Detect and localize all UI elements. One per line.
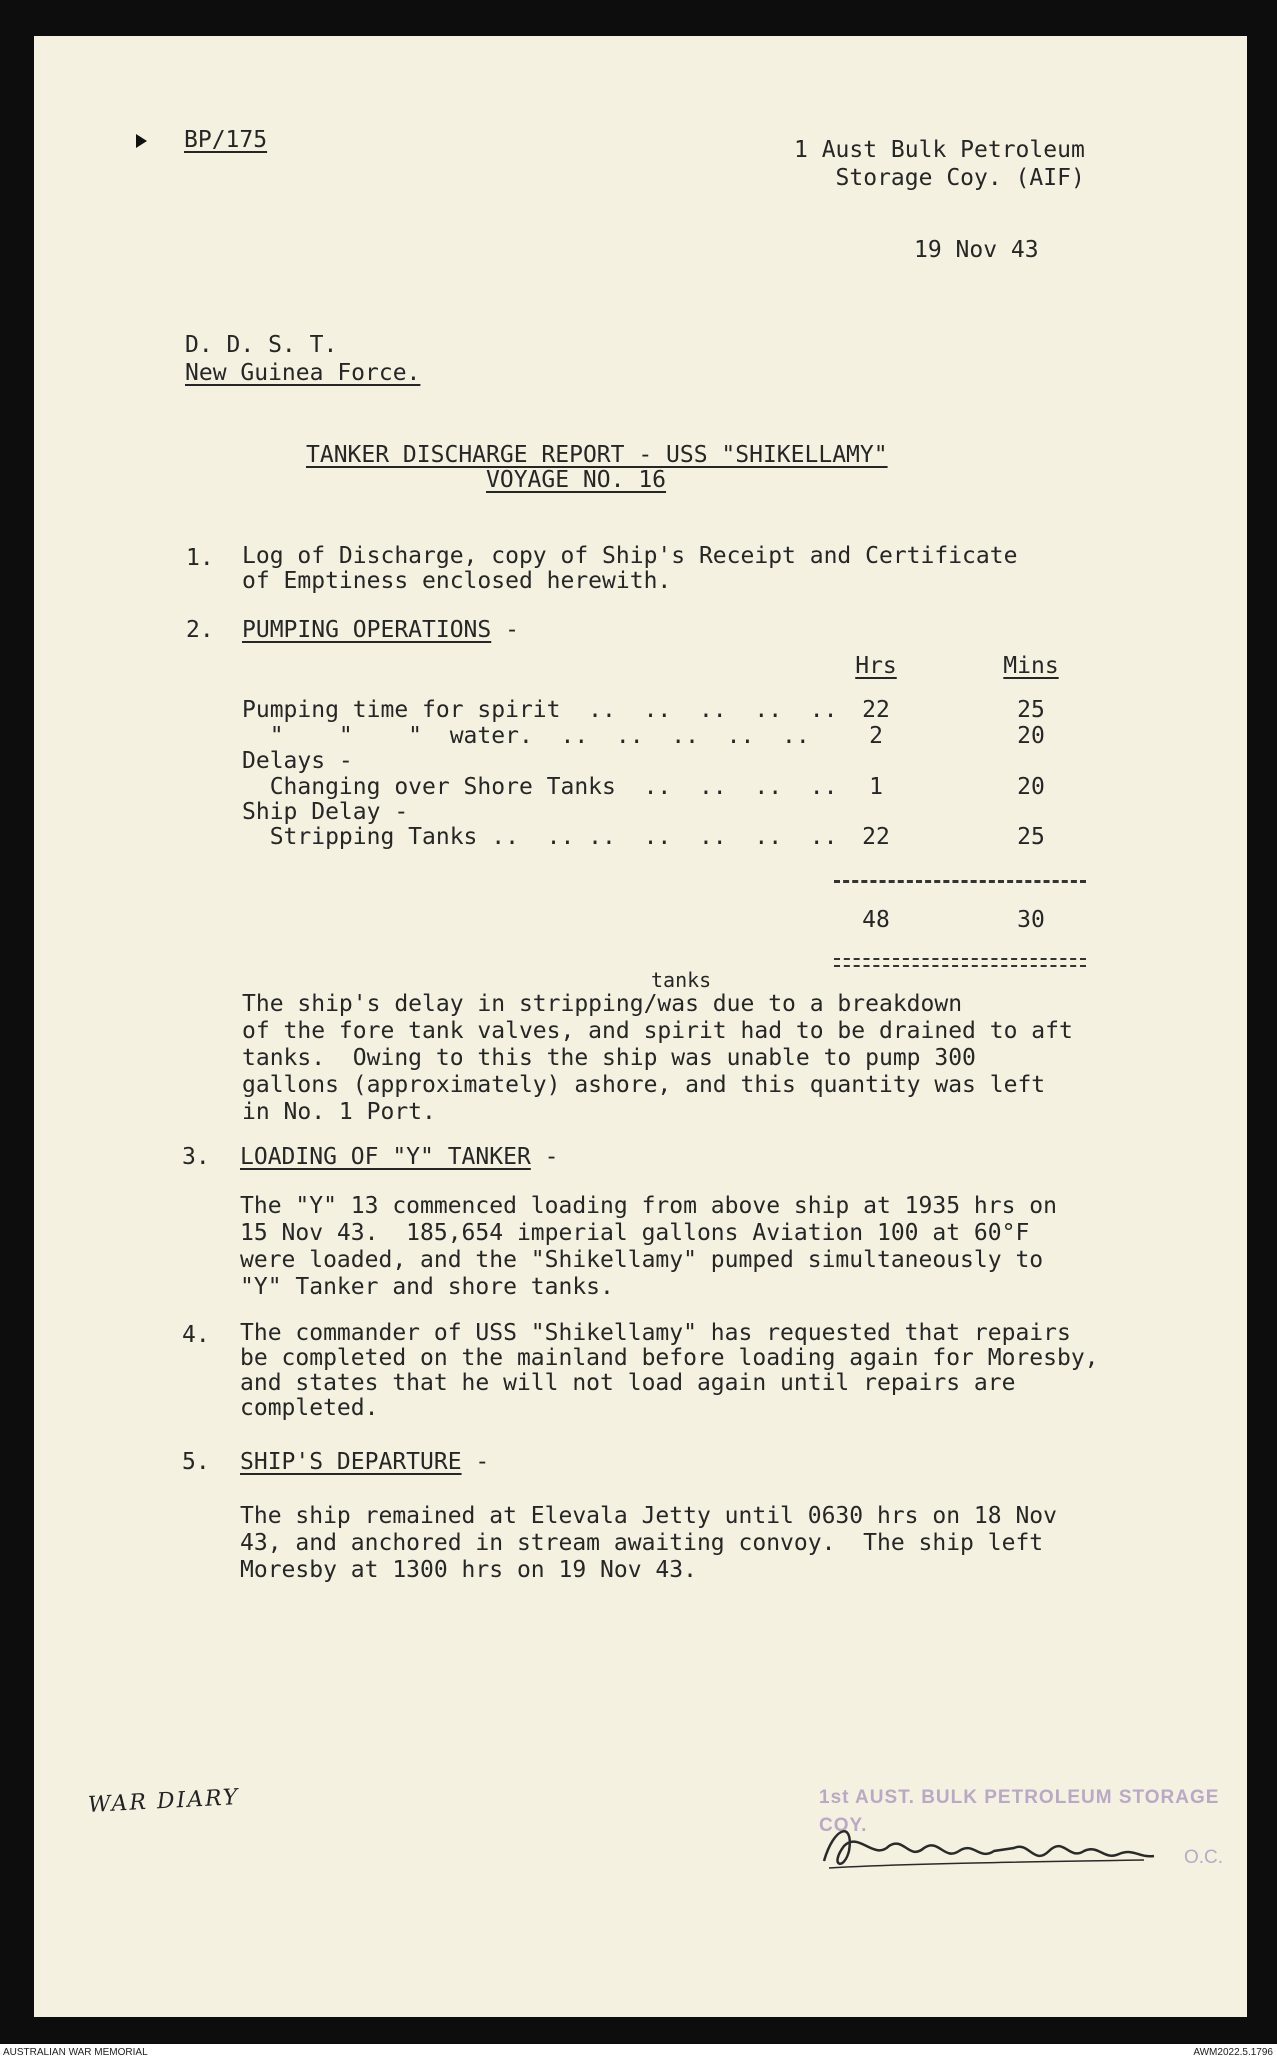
row-hours: 22 (862, 824, 890, 850)
item-5-number: 5. (182, 1449, 210, 1475)
row-minutes: 20 (1017, 774, 1045, 800)
unit-name-line1: 1 Aust Bulk Petroleum (794, 137, 1085, 163)
item-2-heading: PUMPING OPERATIONS (242, 617, 492, 643)
item-2-paragraph: The ship's delay in stripping/was due to a breakdown of the fore tank valves, and spirit had to be drained to aft tanks. Owing to this the ship was unable to pump 300 gallons (approximately) ashore, and this quantity was left in No. 1 Port. (242, 991, 1073, 1125)
unit-name (794, 136, 1085, 192)
item-4-number: 4. (182, 1322, 210, 1348)
item-3-heading: LOADING OF "Y" TANKER (240, 1144, 531, 1170)
signature-image (814, 1806, 1194, 1886)
footer-accession-number: AWM2022.5.1796 (1193, 2047, 1273, 2058)
unit-stamp: 1st AUST. BULK PETROLEUM STORAGE COY. (819, 1787, 1220, 1836)
row-hours: 22 (862, 697, 890, 723)
row-label: Delays - (242, 748, 353, 774)
subtotal-rule (834, 880, 1086, 883)
unit-name-line2: Storage Coy. (AIF) (835, 165, 1085, 191)
item-5-heading-wrap (240, 1448, 489, 1476)
column-minutes-header: Mins (1003, 653, 1059, 679)
reference-number: BP/175 (184, 127, 268, 153)
footer-archive-name: AUSTRALIAN WAR MEMORIAL (3, 2047, 148, 2058)
item-3-number: 3. (182, 1144, 210, 1170)
column-hours-header: Hrs (855, 653, 897, 679)
war-diary-annotation: WAR DIARY (87, 1785, 241, 1818)
row-label: Pumping time for spirit .. .. .. .. .. (242, 697, 838, 723)
item-4-text: The commander of USS "Shikellamy" has requested that repairs be completed on the mainland before loading again for Moresby, and states that he will not load again until repairs are completed. (240, 1320, 1099, 1421)
row-label: " " " water. .. .. .. .. .. (242, 723, 810, 749)
report-subtitle: VOYAGE NO. 16 (486, 467, 667, 493)
row-hours: 1 (869, 774, 883, 800)
item-5-paragraph: The ship remained at Elevala Jetty until 0630 hrs on 18 Nov 43, and anchored in stream awaiting convoy. The ship left Moresby at 1300 hrs on 19 Nov 43. (240, 1503, 1057, 1583)
item-2-heading-wrap (242, 616, 519, 644)
row-label: Changing over Shore Tanks .. .. .. .. (242, 774, 838, 800)
handwritten-insert: tanks (651, 968, 712, 992)
total-double-rule (834, 958, 1086, 967)
row-label: Stripping Tanks .. .. .. .. .. .. .. (242, 824, 838, 850)
item-1-number: 1. (186, 545, 214, 571)
total-minutes: 30 (1017, 907, 1045, 933)
row-minutes: 25 (1017, 697, 1045, 723)
item-5-heading-suffix: - (461, 1449, 490, 1475)
item-1-text: Log of Discharge, copy of Ship's Receipt and Certificate of Emptiness enclosed herewith. (242, 543, 1018, 594)
row-hours: 2 (869, 723, 883, 749)
total-hours: 48 (862, 907, 890, 933)
report-title: TANKER DISCHARGE REPORT - USS "SHIKELLAMY" (306, 442, 888, 468)
officer-commanding-label: O.C. (1184, 1847, 1224, 1868)
addressee (185, 331, 420, 387)
item-2-heading-suffix: - (491, 617, 519, 643)
row-label: Ship Delay - (242, 799, 409, 825)
addressee-line1: D. D. S. T. (185, 332, 338, 358)
row-minutes: 25 (1017, 824, 1045, 850)
document-page (34, 36, 1247, 2017)
bullet-mark (136, 134, 147, 148)
item-2-number: 2. (186, 617, 214, 643)
document-date: 19 Nov 43 (914, 237, 1039, 263)
item-3-paragraph: The "Y" 13 commenced loading from above ship at 1935 hrs on 15 Nov 43. 185,654 imperial gallons Aviation 100 at 60°F were loaded, and the "Shikellamy" pumped simultaneously to "Y" Tanker and shore tanks. (240, 1193, 1057, 1300)
item-3-heading-wrap (240, 1143, 559, 1171)
item-3-heading-suffix: - (530, 1144, 559, 1170)
row-minutes: 20 (1017, 723, 1045, 749)
addressee-line2: New Guinea Force. (185, 360, 421, 386)
item-5-heading: SHIP'S DEPARTURE (240, 1449, 462, 1475)
